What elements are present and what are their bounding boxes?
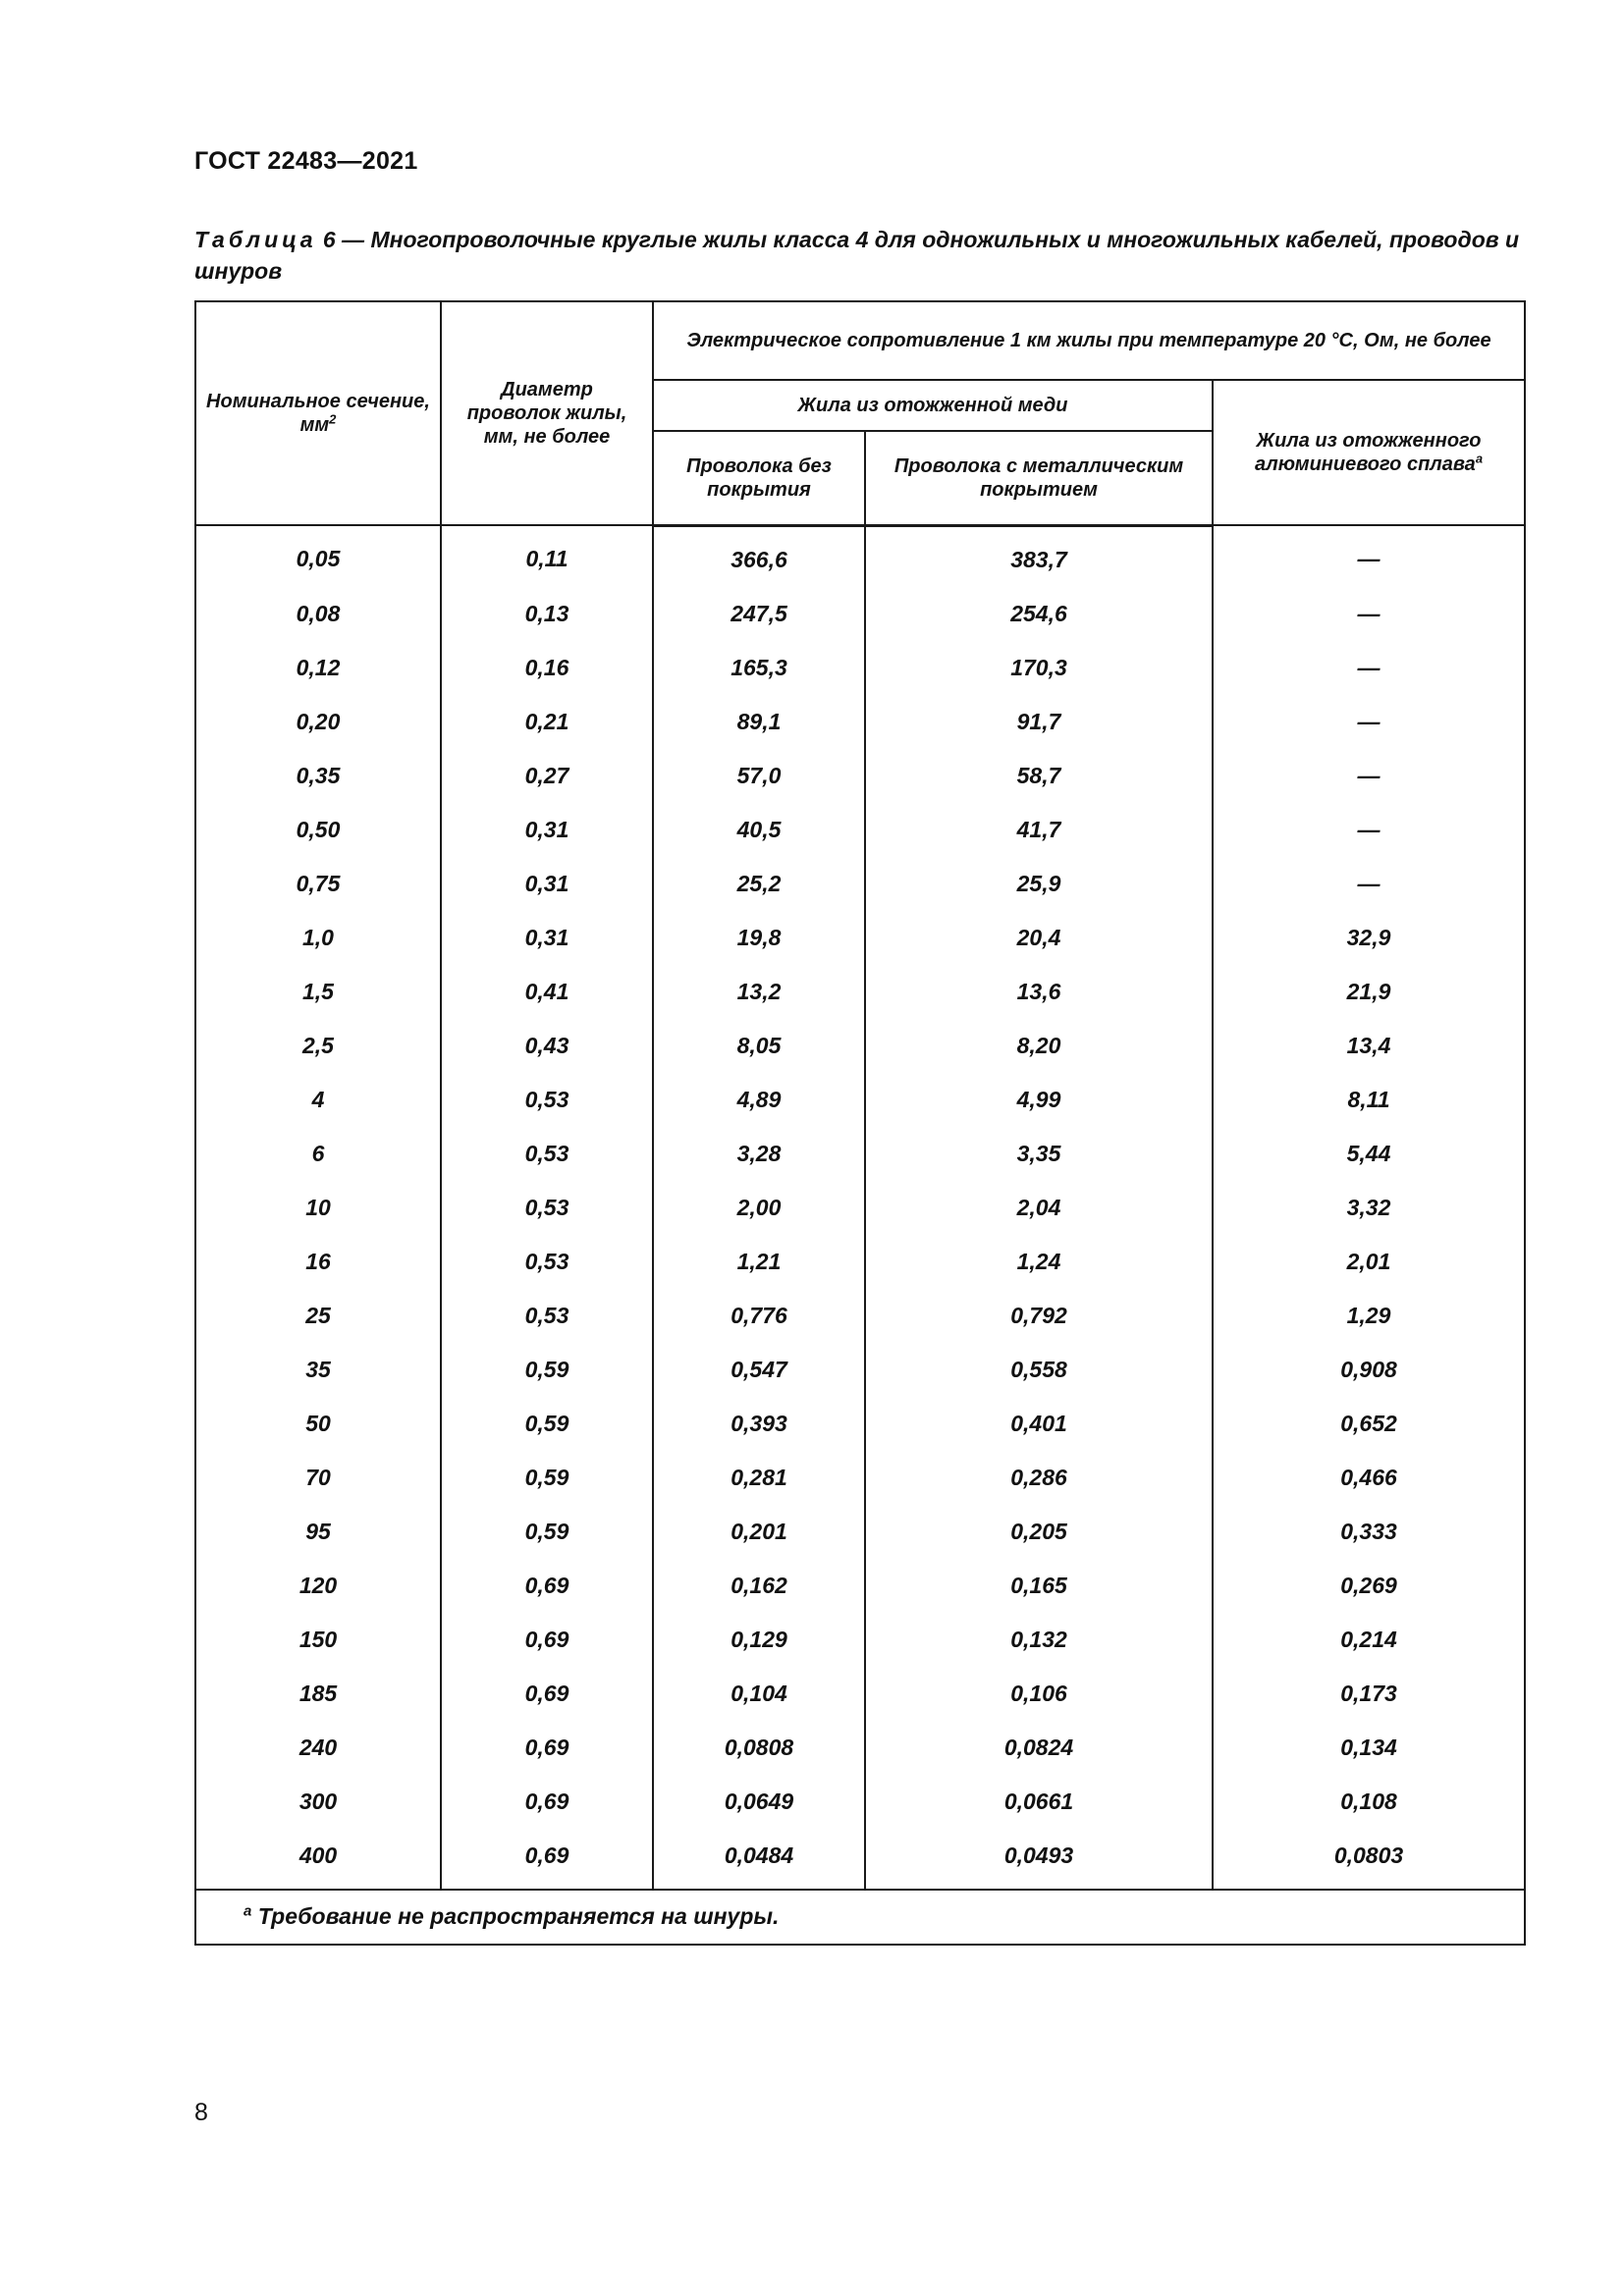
- cell-aluminium-resistance: 0,652: [1213, 1397, 1525, 1451]
- table-row: [195, 1181, 1525, 1235]
- cell-nominal-section: 0,50: [195, 803, 441, 857]
- cell-wire-diameter: 0,31: [441, 911, 653, 965]
- cell-aluminium-resistance: —: [1213, 587, 1525, 641]
- cell-coated-wire-resistance: 0,0824: [865, 1721, 1213, 1775]
- cell-wire-diameter: 0,59: [441, 1397, 653, 1451]
- table-row: [195, 1397, 1525, 1451]
- table-row: [195, 1343, 1525, 1397]
- cell-wire-diameter: 0,43: [441, 1019, 653, 1073]
- cell-plain-wire-resistance: 8,05: [653, 1019, 865, 1073]
- cell-plain-wire-resistance: 25,2: [653, 857, 865, 911]
- cell-aluminium-resistance: 8,11: [1213, 1073, 1525, 1127]
- cell-plain-wire-resistance: 165,3: [653, 641, 865, 695]
- table-row: [195, 749, 1525, 803]
- cell-wire-diameter: 0,59: [441, 1451, 653, 1505]
- cell-wire-diameter: 0,11: [441, 525, 653, 587]
- table-row: [195, 1775, 1525, 1829]
- cell-nominal-section: 95: [195, 1505, 441, 1559]
- cell-aluminium-resistance: 13,4: [1213, 1019, 1525, 1073]
- table-row: [195, 587, 1525, 641]
- cell-wire-diameter: 0,69: [441, 1559, 653, 1613]
- cell-wire-diameter: 0,21: [441, 695, 653, 749]
- cell-coated-wire-resistance: 13,6: [865, 965, 1213, 1019]
- cell-nominal-section: 70: [195, 1451, 441, 1505]
- cell-aluminium-resistance: 2,01: [1213, 1235, 1525, 1289]
- header-plain-wire: Проволока без покрытия: [653, 431, 865, 525]
- cell-aluminium-resistance: 0,108: [1213, 1775, 1525, 1829]
- cell-wire-diameter: 0,53: [441, 1289, 653, 1343]
- cell-plain-wire-resistance: 247,5: [653, 587, 865, 641]
- cell-aluminium-resistance: —: [1213, 525, 1525, 587]
- cell-wire-diameter: 0,31: [441, 857, 653, 911]
- cell-coated-wire-resistance: 58,7: [865, 749, 1213, 803]
- cell-nominal-section: 120: [195, 1559, 441, 1613]
- cell-nominal-section: 4: [195, 1073, 441, 1127]
- table-row: [195, 965, 1525, 1019]
- cell-nominal-section: 0,08: [195, 587, 441, 641]
- cell-aluminium-resistance: 0,269: [1213, 1559, 1525, 1613]
- table-footnote: $^а$ Требование не распространяется на шнуры.: [195, 1890, 1525, 1945]
- cell-wire-diameter: 0,69: [441, 1667, 653, 1721]
- cell-coated-wire-resistance: 1,24: [865, 1235, 1213, 1289]
- cell-nominal-section: 400: [195, 1829, 441, 1890]
- cell-nominal-section: 1,5: [195, 965, 441, 1019]
- table-row: [195, 1073, 1525, 1127]
- cell-coated-wire-resistance: 0,132: [865, 1613, 1213, 1667]
- table-row: [195, 857, 1525, 911]
- cell-nominal-section: 185: [195, 1667, 441, 1721]
- cell-aluminium-resistance: 21,9: [1213, 965, 1525, 1019]
- header-coated-wire: Проволока с металлическим покрытием: [865, 431, 1213, 525]
- table-row: [195, 1451, 1525, 1505]
- cell-aluminium-resistance: —: [1213, 695, 1525, 749]
- cell-plain-wire-resistance: 0,162: [653, 1559, 865, 1613]
- cell-nominal-section: 50: [195, 1397, 441, 1451]
- cell-coated-wire-resistance: 0,0661: [865, 1775, 1213, 1829]
- cell-aluminium-resistance: 0,0803: [1213, 1829, 1525, 1890]
- cell-coated-wire-resistance: 91,7: [865, 695, 1213, 749]
- table-row: [195, 1019, 1525, 1073]
- cell-coated-wire-resistance: 2,04: [865, 1181, 1213, 1235]
- cell-wire-diameter: 0,69: [441, 1829, 653, 1890]
- cell-aluminium-resistance: 3,32: [1213, 1181, 1525, 1235]
- cell-nominal-section: 35: [195, 1343, 441, 1397]
- cell-plain-wire-resistance: 0,104: [653, 1667, 865, 1721]
- cell-nominal-section: 16: [195, 1235, 441, 1289]
- cell-plain-wire-resistance: 3,28: [653, 1127, 865, 1181]
- cell-wire-diameter: 0,69: [441, 1721, 653, 1775]
- cell-plain-wire-resistance: 0,0484: [653, 1829, 865, 1890]
- cell-coated-wire-resistance: 0,205: [865, 1505, 1213, 1559]
- cell-plain-wire-resistance: 57,0: [653, 749, 865, 803]
- cell-aluminium-resistance: 0,466: [1213, 1451, 1525, 1505]
- cell-coated-wire-resistance: 8,20: [865, 1019, 1213, 1073]
- cell-aluminium-resistance: 1,29: [1213, 1289, 1525, 1343]
- cell-nominal-section: 0,12: [195, 641, 441, 695]
- table-row: [195, 525, 1525, 587]
- cell-coated-wire-resistance: 0,558: [865, 1343, 1213, 1397]
- table-row: [195, 1127, 1525, 1181]
- cell-wire-diameter: 0,69: [441, 1613, 653, 1667]
- table-caption: [194, 224, 1530, 287]
- cell-plain-wire-resistance: 1,21: [653, 1235, 865, 1289]
- cell-plain-wire-resistance: 13,2: [653, 965, 865, 1019]
- caption-text: 6 — Многопроволочные круглые жилы класса 4 для одножильных и многожильных кабелей, проводов и шнуров: [194, 227, 1520, 284]
- cell-wire-diameter: 0,53: [441, 1235, 653, 1289]
- table-row: [195, 641, 1525, 695]
- cell-plain-wire-resistance: 0,393: [653, 1397, 865, 1451]
- cell-plain-wire-resistance: 89,1: [653, 695, 865, 749]
- cell-coated-wire-resistance: 3,35: [865, 1127, 1213, 1181]
- table-row: [195, 1721, 1525, 1775]
- document-id: ГОСТ 22483—2021: [194, 147, 418, 175]
- cell-plain-wire-resistance: 0,776: [653, 1289, 865, 1343]
- cell-coated-wire-resistance: 4,99: [865, 1073, 1213, 1127]
- header-resistance: Электрическое сопротивление 1 км жилы при температуре 20 °С, Ом, не более: [653, 301, 1525, 380]
- cell-coated-wire-resistance: 383,7: [865, 525, 1213, 587]
- cell-nominal-section: 0,35: [195, 749, 441, 803]
- cell-aluminium-resistance: —: [1213, 803, 1525, 857]
- cell-coated-wire-resistance: 0,106: [865, 1667, 1213, 1721]
- cell-wire-diameter: 0,27: [441, 749, 653, 803]
- cell-aluminium-resistance: 0,173: [1213, 1667, 1525, 1721]
- cell-aluminium-resistance: 0,908: [1213, 1343, 1525, 1397]
- table-row: [195, 695, 1525, 749]
- cell-nominal-section: 2,5: [195, 1019, 441, 1073]
- cell-aluminium-resistance: —: [1213, 749, 1525, 803]
- cell-nominal-section: 0,20: [195, 695, 441, 749]
- cell-wire-diameter: 0,53: [441, 1073, 653, 1127]
- cell-plain-wire-resistance: 366,6: [653, 525, 865, 587]
- page-number: 8: [194, 2099, 208, 2126]
- cell-wire-diameter: 0,13: [441, 587, 653, 641]
- cell-coated-wire-resistance: 0,0493: [865, 1829, 1213, 1890]
- table-row: [195, 1235, 1525, 1289]
- table-row: [195, 1829, 1525, 1890]
- cell-plain-wire-resistance: 0,547: [653, 1343, 865, 1397]
- cell-wire-diameter: 0,16: [441, 641, 653, 695]
- cell-aluminium-resistance: 0,214: [1213, 1613, 1525, 1667]
- cell-plain-wire-resistance: 0,281: [653, 1451, 865, 1505]
- cell-plain-wire-resistance: 0,201: [653, 1505, 865, 1559]
- header-aluminium-alloy: Жила из отожженного алюминиевого сплава$^а$: [1213, 380, 1525, 525]
- cell-wire-diameter: 0,59: [441, 1505, 653, 1559]
- cell-nominal-section: 0,05: [195, 525, 441, 587]
- cell-aluminium-resistance: 0,134: [1213, 1721, 1525, 1775]
- table-row: [195, 803, 1525, 857]
- cell-nominal-section: 0,75: [195, 857, 441, 911]
- cell-coated-wire-resistance: 254,6: [865, 587, 1213, 641]
- cell-coated-wire-resistance: 170,3: [865, 641, 1213, 695]
- table-row: [195, 1613, 1525, 1667]
- table-row: [195, 1289, 1525, 1343]
- cell-coated-wire-resistance: 20,4: [865, 911, 1213, 965]
- cell-wire-diameter: 0,41: [441, 965, 653, 1019]
- cell-wire-diameter: 0,69: [441, 1775, 653, 1829]
- cell-aluminium-resistance: 5,44: [1213, 1127, 1525, 1181]
- caption-label: Таблица: [194, 227, 317, 252]
- cell-nominal-section: 150: [195, 1613, 441, 1667]
- table-row: [195, 1559, 1525, 1613]
- header-wire-diameter: Диаметр проволок жилы, мм, не более: [441, 301, 653, 525]
- cell-plain-wire-resistance: 2,00: [653, 1181, 865, 1235]
- cell-plain-wire-resistance: 40,5: [653, 803, 865, 857]
- cell-aluminium-resistance: —: [1213, 641, 1525, 695]
- cell-plain-wire-resistance: 4,89: [653, 1073, 865, 1127]
- cell-plain-wire-resistance: 19,8: [653, 911, 865, 965]
- cell-coated-wire-resistance: 0,286: [865, 1451, 1213, 1505]
- table-row: [195, 911, 1525, 965]
- cell-coated-wire-resistance: 0,165: [865, 1559, 1213, 1613]
- table-row: [195, 1667, 1525, 1721]
- header-annealed-copper: Жила из отожженной меди: [653, 380, 1213, 431]
- cell-nominal-section: 240: [195, 1721, 441, 1775]
- cell-coated-wire-resistance: 0,401: [865, 1397, 1213, 1451]
- cell-wire-diameter: 0,53: [441, 1181, 653, 1235]
- cell-coated-wire-resistance: 41,7: [865, 803, 1213, 857]
- cell-aluminium-resistance: —: [1213, 857, 1525, 911]
- cell-nominal-section: 25: [195, 1289, 441, 1343]
- header-nominal-section: Номинальное сечение, $мм^2$: [195, 301, 441, 525]
- cell-nominal-section: 300: [195, 1775, 441, 1829]
- cell-wire-diameter: 0,53: [441, 1127, 653, 1181]
- cell-nominal-section: 10: [195, 1181, 441, 1235]
- table-body: [195, 525, 1525, 1890]
- cell-coated-wire-resistance: 25,9: [865, 857, 1213, 911]
- cell-nominal-section: 1,0: [195, 911, 441, 965]
- cell-plain-wire-resistance: 0,129: [653, 1613, 865, 1667]
- cell-nominal-section: 6: [195, 1127, 441, 1181]
- resistance-table: [194, 300, 1526, 1946]
- cell-wire-diameter: 0,31: [441, 803, 653, 857]
- table-row: [195, 1505, 1525, 1559]
- cell-plain-wire-resistance: 0,0808: [653, 1721, 865, 1775]
- cell-aluminium-resistance: 32,9: [1213, 911, 1525, 965]
- cell-aluminium-resistance: 0,333: [1213, 1505, 1525, 1559]
- cell-wire-diameter: 0,59: [441, 1343, 653, 1397]
- cell-coated-wire-resistance: 0,792: [865, 1289, 1213, 1343]
- cell-plain-wire-resistance: 0,0649: [653, 1775, 865, 1829]
